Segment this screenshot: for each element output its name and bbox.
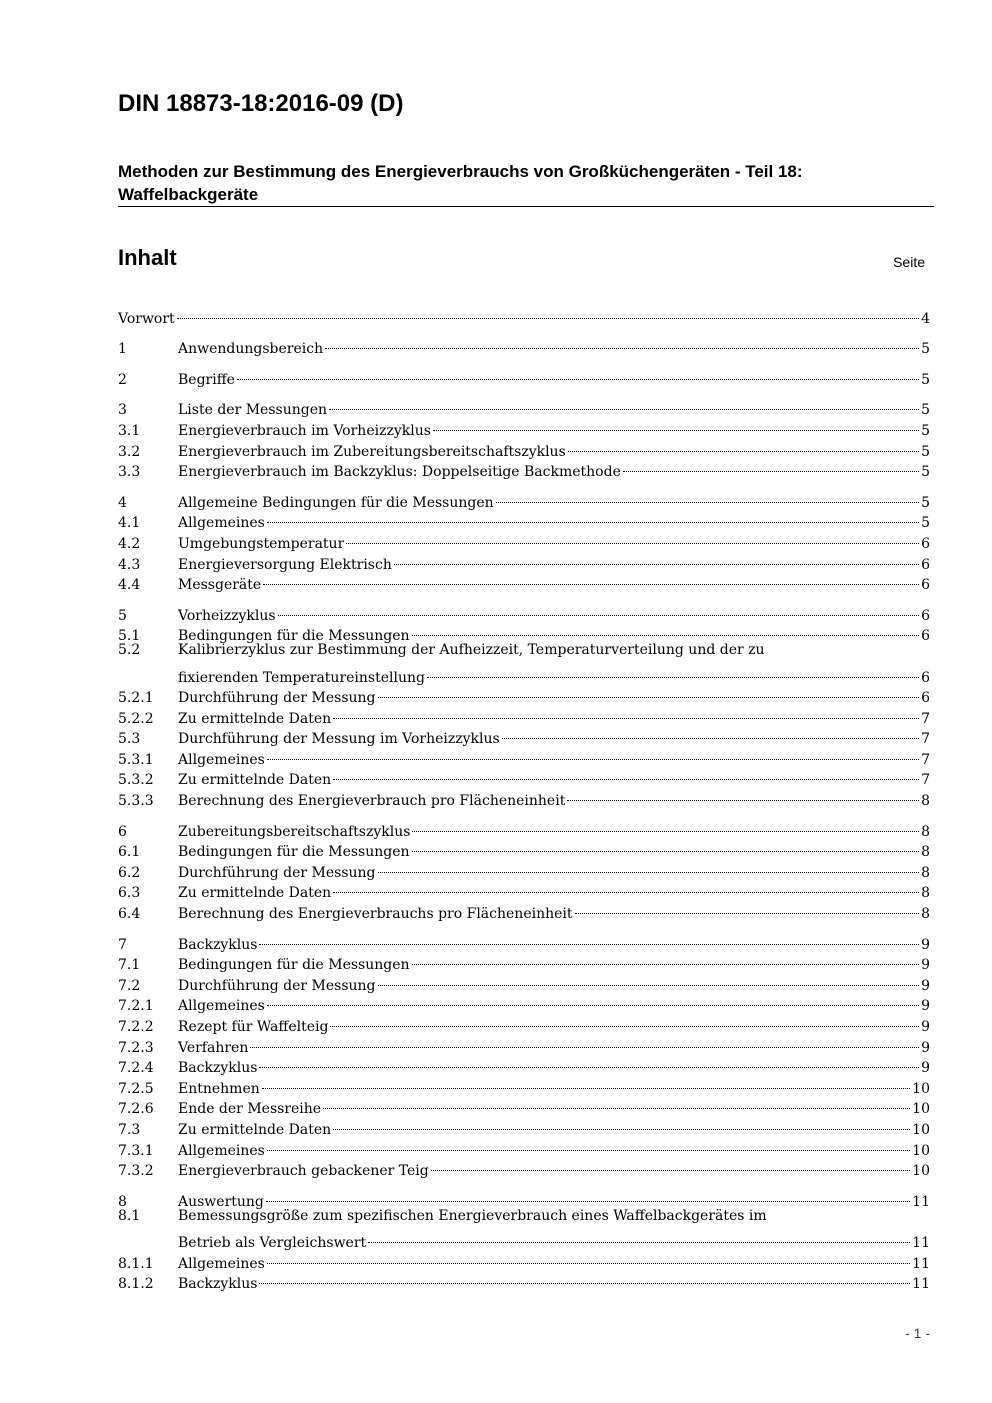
toc-entry-number: 4.2 [118,535,141,552]
toc-entry-number: 5.1 [118,628,141,645]
toc-dot-leader [333,1113,910,1134]
toc-entry [118,486,930,511]
toc-dot-leader [259,1052,919,1073]
toc-entry-number: 4.3 [118,556,141,573]
toc-entry-title: Vorheizzyklus [178,607,276,624]
toc-dot-leader [323,1093,910,1114]
toc-entry-title: Berechnung des Energieverbrauchs pro Flächeneinheit [178,906,573,923]
toc-dot-leader [177,302,919,323]
toc-dot-leader [412,620,920,641]
toc-entry-title: Allgemeines [178,1255,265,1272]
toc-dot-leader [333,877,919,898]
toc-entry-number: 4.4 [118,577,141,594]
toc-entry-number: 5.2.2 [118,710,154,727]
toc-entry-number: 7.2 [118,977,141,994]
toc-entry-title-continued: Betrieb als Vergleichswert [178,1234,367,1251]
toc-entry [118,815,930,840]
toc-entry-title: Messgeräte [178,577,262,594]
toc-entry-number: 2 [118,371,127,388]
toc-entry-number: 6.4 [118,906,141,923]
toc-dot-leader [333,702,919,723]
toc-dot-leader [259,928,919,949]
toc-entry-title: Umgebungstemperatur [178,535,345,552]
toc-dot-leader [378,969,920,990]
toc-entry-title: Berechnung des Energieverbrauch pro Flächeneinheit [178,793,566,810]
toc-entry [118,394,930,419]
toc-entry-title: Allgemeine Bedingungen für die Messungen [178,494,494,511]
toc-entry-page: 10 [912,1121,930,1138]
toc-entry [118,1185,930,1210]
toc-entry-number: 3.1 [118,422,141,439]
toc-entry-page: 9 [921,957,930,974]
toc-dot-leader [267,743,919,764]
toc-entry-title: Zu ermittelnde Daten [178,1121,332,1138]
toc-entry-page: 5 [921,422,930,439]
toc-entry-title: Bedingungen für die Messungen [178,957,410,974]
toc-dot-leader [623,456,919,477]
toc-entry-title: Zubereitungsbereitschaftszyklus [178,823,411,840]
toc-entry-title: Bemessungsgröße zum spezifischen Energieverbrauch eines Waffelbackgerätes im [178,1207,767,1224]
toc-entry [118,928,930,953]
toc-entry-number: 1 [118,341,127,358]
toc-entry-title: Energieverbrauch im Backzyklus: Doppelseitige Backmethode [178,464,621,481]
toc-entry-number: 7.2.4 [118,1060,154,1077]
title-divider [118,206,934,207]
toc-entry-continuation [118,661,930,686]
toc-dot-leader [267,507,919,528]
toc-entry-page: 6 [921,607,930,624]
toc-entry-number: 3 [118,402,127,419]
toc-entry-title: Begriffe [178,371,235,388]
toc-entry-continuation [118,1226,930,1251]
toc-entry-number: 3.2 [118,443,141,460]
toc-entry-title: Backzyklus [178,1060,258,1077]
toc-entry-title: Zu ermittelnde Daten [178,885,332,902]
toc-entry-number: 4 [118,494,127,511]
toc-entry-page: 7 [921,772,930,789]
toc-dot-leader [575,897,920,918]
toc-entry-title: Bedingungen für die Messungen [178,628,410,645]
toc-entry-title: Backzyklus [178,1276,258,1293]
toc-dot-leader [267,990,919,1011]
toc-entry-title: Bedingungen für die Messungen [178,844,410,861]
toc-entry-number: 5.3.2 [118,772,154,789]
toc-entry-page: 6 [921,669,930,686]
table-of-contents [118,302,930,1293]
toc-dot-leader [412,836,920,857]
toc-entry-title: Allgemeines [178,515,265,532]
toc-entry-number: 8.1.1 [118,1255,154,1272]
toc-dot-leader [329,394,919,415]
toc-entry-page: 10 [912,1101,930,1118]
toc-entry-title: Zu ermittelnde Daten [178,710,332,727]
toc-entry-number: 8.1.2 [118,1276,154,1293]
toc-entry-page: 7 [921,751,930,768]
toc-entry-page: 9 [921,998,930,1015]
toc-entry-page: 8 [921,906,930,923]
toc-entry-title: Ende der Messreihe [178,1101,322,1118]
toc-entry-number: 7.3 [118,1121,141,1138]
toc-entry-number: 4.1 [118,515,141,532]
toc-entry-title: Entnehmen [178,1080,260,1097]
toc-entry-title: Zu ermittelnde Daten [178,772,332,789]
toc-entry-number: 5.3.3 [118,793,154,810]
toc-entry-title-continued: fixierenden Temperatureinstellung [178,669,425,686]
toc-entry-page: 8 [921,864,930,881]
toc-entry-number: 8.1 [118,1207,141,1224]
toc-dot-leader [346,527,919,548]
toc-dot-leader [378,682,920,703]
toc-entry-number: 6.1 [118,844,141,861]
toc-entry-title: Verfahren [178,1039,249,1056]
toc-entry-page: 4 [921,310,930,327]
toc-dot-leader [325,333,919,354]
toc-dot-leader [330,1010,919,1031]
toc-dot-leader [262,1072,910,1093]
toc-dot-leader [427,661,919,682]
toc-entry-number: 5.3.1 [118,751,154,768]
toc-entry-page: 5 [921,371,930,388]
toc-entry-number: 3.3 [118,464,141,481]
toc-entry-title: Allgemeines [178,998,265,1015]
toc-entry-title: Energieversorgung Elektrisch [178,556,392,573]
toc-heading: Inhalt [118,245,177,270]
toc-entry-title: Durchführung der Messung im Vorheizzyklus [178,731,500,748]
toc-dot-leader [250,1031,919,1052]
toc-entry-page: 5 [921,464,930,481]
toc-entry-number: 6.2 [118,864,141,881]
document-subtitle: Methoden zur Bestimmung des Energieverbrauchs von Großküchengeräten - Teil 18: Waffelbackgeräte [118,162,803,204]
toc-dot-leader [267,1134,910,1155]
toc-entry-page: 8 [921,793,930,810]
toc-entry-title: Durchführung der Messung [178,690,376,707]
toc-entry-page: 5 [921,341,930,358]
toc-entry-title: Durchführung der Messung [178,977,376,994]
toc-dot-leader [431,1155,910,1176]
toc-entry-number: 7 [118,936,127,953]
toc-entry-page: 6 [921,535,930,552]
toc-entry-title: Durchführung der Messung [178,864,376,881]
toc-entry-page: 9 [921,936,930,953]
toc-entry-number: 7.3.2 [118,1163,154,1180]
toc-dot-leader [263,569,919,590]
toc-dot-leader [502,723,919,744]
toc-entry-number: 7.2.1 [118,998,154,1015]
toc-dot-leader [412,949,920,970]
toc-entry-page: 9 [921,1039,930,1056]
toc-entry-page: 11 [912,1193,930,1210]
toc-entry-page: 7 [921,710,930,727]
toc-entry-number: 6.3 [118,885,141,902]
toc-entry [118,302,930,327]
toc-entry-title: Vorwort [118,310,175,327]
toc-dot-leader [267,1247,910,1268]
toc-dot-leader [278,599,920,620]
toc-dot-leader [412,815,919,836]
toc-entry-page: 11 [912,1276,930,1293]
toc-entry-page: 6 [921,556,930,573]
toc-entry-page: 9 [921,1019,930,1035]
toc-entry [118,1206,930,1227]
toc-entry-number: 7.3.1 [118,1142,154,1159]
toc-entry-number: 5.3 [118,731,141,748]
toc-dot-leader [567,784,919,805]
toc-entry-page: 10 [912,1142,930,1159]
toc-entry-page: 6 [921,690,930,707]
toc-entry-page: 9 [921,977,930,994]
toc-entry-number: 5.2.1 [118,690,154,707]
toc-dot-leader [433,414,919,435]
toc-entry-number: 7.2.6 [118,1101,154,1118]
toc-entry-title: Auswertung [178,1193,264,1210]
page-number: - 1 - [905,1325,930,1341]
toc-entry-page: 5 [921,402,930,419]
toc-entry-number: 7.2.5 [118,1080,154,1097]
toc-entry-title: Liste der Messungen [178,402,327,419]
toc-entry-page: 10 [912,1080,930,1097]
toc-entry-page: 8 [921,823,930,840]
toc-entry-title: Allgemeines [178,751,265,768]
toc-entry-title: Kalibrierzyklus zur Bestimmung der Aufheizzeit, Temperaturverteilung und der zu [178,642,765,659]
toc-dot-leader [378,856,920,877]
toc-dot-leader [568,435,919,456]
toc-entry-page: 8 [921,844,930,861]
toc-entry-number: 7.1 [118,957,141,974]
toc-entry-page: 10 [912,1163,930,1180]
toc-entry-page: 8 [921,885,930,902]
toc-dot-leader [237,363,919,384]
toc-entry-number: 5.2 [118,642,141,659]
toc-entry-title: Energieverbrauch im Vorheizzyklus [178,422,431,439]
toc-entry-page: 9 [921,1060,930,1077]
toc-entry-number: 8 [118,1193,127,1210]
toc-entry-number: 6 [118,823,127,840]
toc-entry-title: Anwendungsbereich [178,341,324,358]
toc-entry [118,363,930,388]
toc-entry-title: Allgemeines [178,1142,265,1159]
toc-entry-page: 5 [921,494,930,511]
toc-entry-page: 6 [921,577,930,594]
toc-entry-title: Energieverbrauch gebackener Teig [178,1163,429,1180]
toc-entry-number: 5 [118,607,127,624]
document-id: DIN 18873-18:2016-09 (D) [118,90,404,117]
toc-entry-title: Backzyklus [178,936,258,953]
toc-entry-number: 7.2.2 [118,1019,154,1035]
toc-entry-page: 7 [921,731,930,748]
toc-entry-page: 5 [921,443,930,460]
toc-dot-leader [394,548,919,569]
toc-entry-title: Rezept für Waffelteig [178,1019,329,1035]
toc-entry [118,640,930,661]
toc-entry-page: 11 [912,1234,930,1251]
toc-entry-page: 11 [912,1255,930,1272]
toc-entry [118,333,930,358]
toc-dot-leader [259,1268,910,1289]
toc-dot-leader [496,486,919,507]
toc-dot-leader [368,1226,910,1247]
toc-dot-leader [333,764,919,785]
toc-entry-page: 6 [921,628,930,645]
toc-entry-title: Energieverbrauch im Zubereitungsbereitschaftszyklus [178,443,566,460]
toc-dot-leader [266,1185,910,1206]
toc-entry-number: 7.2.3 [118,1039,154,1056]
toc-entry [118,599,930,624]
toc-page-column-label: Seite [893,254,925,270]
toc-entry-page: 5 [921,515,930,532]
